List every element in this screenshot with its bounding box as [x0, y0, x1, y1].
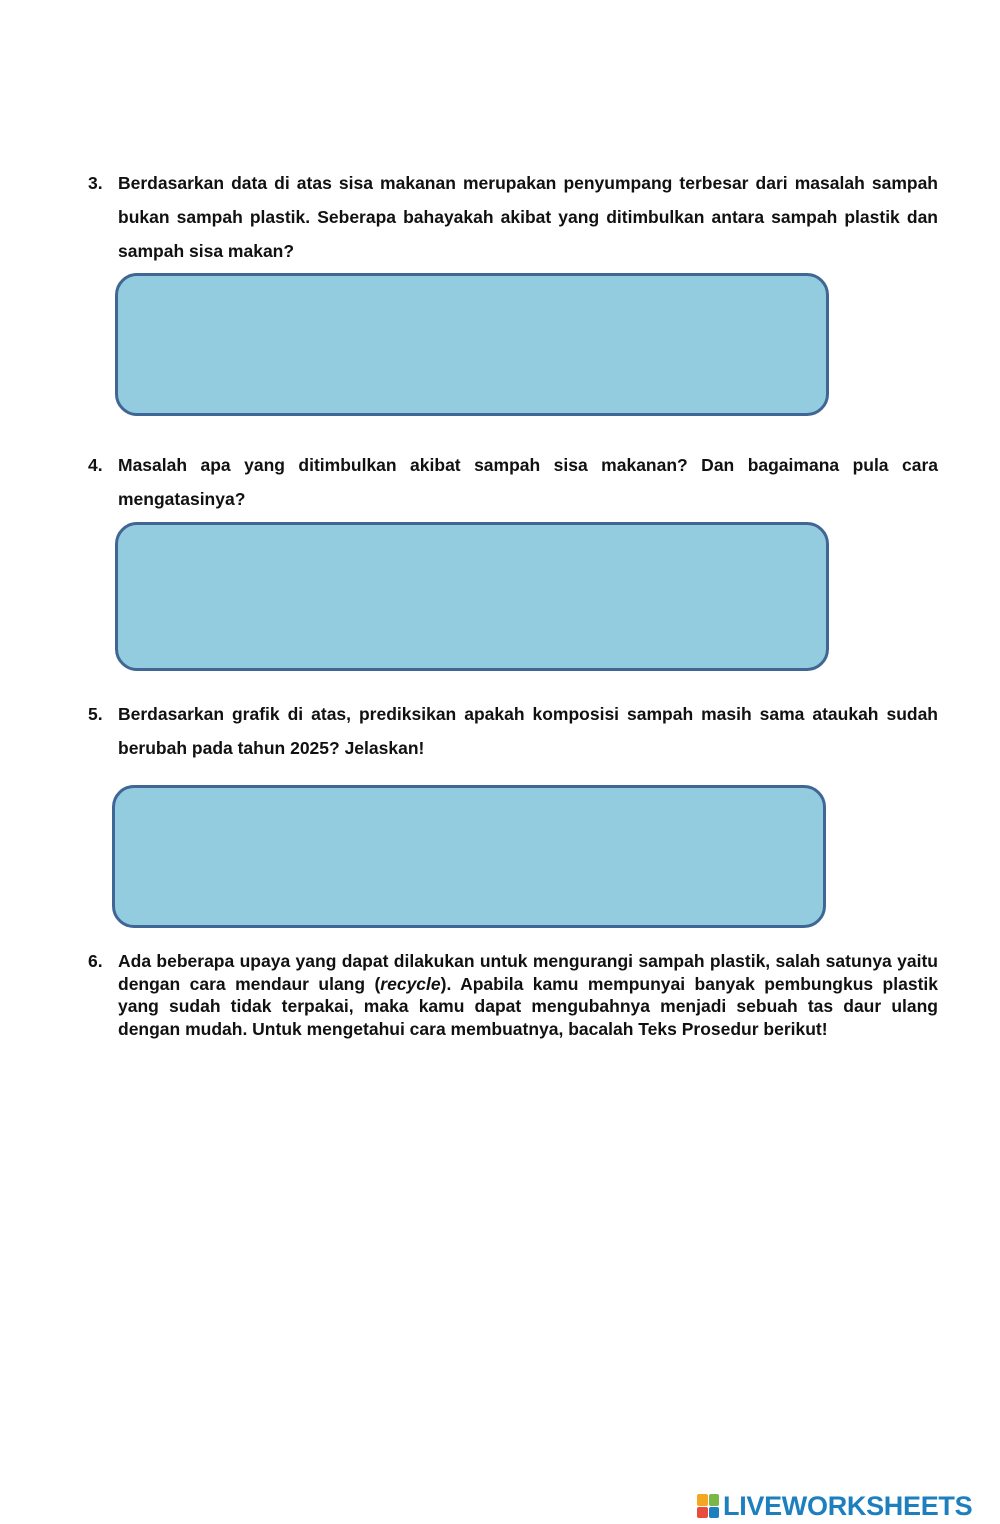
liveworksheets-logo — [697, 1490, 972, 1522]
answer-box-3[interactable] — [115, 273, 829, 416]
logo-square — [709, 1507, 720, 1519]
logo-square — [697, 1507, 708, 1519]
question-text-part: ). Apabila kamu mempunyai banyak pembungkus plastik yang sudah tidak terpakai, maka kamu dapat mengubahnya menjadi sebuah tas daur ulang dengan mudah. Untuk mengetahui cara membuatnya, bacalah Teks Prosedur berikut! — [118, 973, 938, 1039]
logo-square — [709, 1494, 720, 1506]
logo-icon — [697, 1494, 719, 1518]
question-3 — [88, 166, 938, 268]
answer-box-5[interactable] — [112, 785, 826, 928]
question-5 — [88, 697, 938, 765]
question-text-italic: recycle — [380, 973, 441, 994]
logo-square — [697, 1494, 708, 1506]
question-number: 6. — [88, 951, 103, 971]
question-text: Berdasarkan grafik di atas, prediksikan apakah komposisi sampah masih sama ataukah sudah berubah pada tahun 2025? Jelaskan! — [118, 704, 938, 758]
question-number: 5. — [88, 704, 103, 724]
question-number: 3. — [88, 173, 103, 193]
question-number: 4. — [88, 455, 103, 475]
question-text — [118, 950, 938, 1040]
question-4 — [88, 448, 938, 516]
logo-text: LIVEWORKSHEETS — [723, 1490, 973, 1521]
question-text-part: Ada beberapa upaya yang dapat dilakukan untuk mengurangi sampah plastik, salah satunya yaitu dengan cara mendaur ulang ( — [118, 951, 938, 994]
question-text: Berdasarkan data di atas sisa makanan merupakan penyumpang terbesar dari masalah sampah bukan sampah plastik. Seberapa bahayakah akibat yang ditimbulkan antara sampah plastik dan sampah sisa makan? — [118, 173, 938, 261]
question-text: Masalah apa yang ditimbulkan akibat sampah sisa makanan? Dan bagaimana pula cara mengatasinya? — [118, 455, 938, 509]
question-6 — [88, 950, 938, 1040]
answer-box-4[interactable] — [115, 522, 829, 671]
